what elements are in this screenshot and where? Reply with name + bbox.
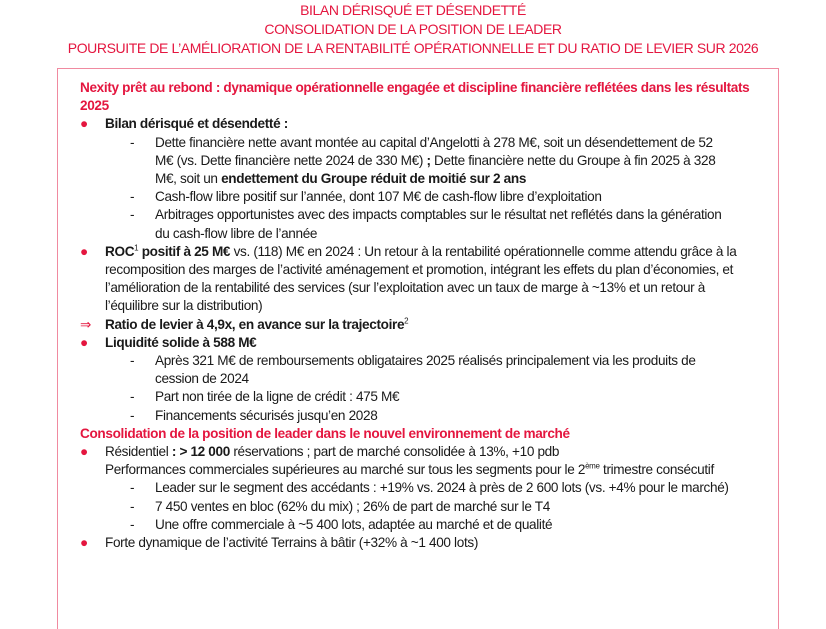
sub-item: - Dette financière nette avant montée au capital d’Angelotti à 278 M€, soit un désendettement de 52 M€ (vs. Dette financière nette 2024 de 330 M€) ; Dette financière nette du Groupe à fin 2025 à 328 M€, soit un endettement du Groupe réduit de moitié sur 2 ans [130,134,716,187]
sub-item: - Leader sur le segment des accédants : +19% vs. 2024 à près de 2 600 lots (vs. +4% pour le marché) [80,479,760,497]
sub-item: - Part non tirée de la ligne de crédit : 475 M€ [80,388,760,406]
sub-item: - Cash-flow libre positif sur l’année, dont 107 M€ de cash-flow libre d’exploitation [80,188,760,206]
dash-icon: - [130,189,135,205]
section-title-leader: Consolidation de la position de leader dans le nouvel environnement de marché [80,425,570,441]
bullet-icon: ● [80,535,88,551]
document-header [0,0,826,58]
sub-item: - Arbitrages opportunistes avec des impacts comptables sur le résultat net reflétés dans la génération du cash-flow libre de l’année [130,207,722,241]
sub-item: - 7 450 ventes en bloc (62% du mix) ; 26% de part de marché sur le T4 [80,498,760,516]
dash-icon: - [130,407,135,423]
list-item-levier: ⇒ Ratio de levier à 4,9x, en avance sur la trajectoire$^2$ [80,316,760,334]
list-item-bilan: ● Bilan dérisqué et désendetté : [80,115,760,133]
sub-item: - Après 321 M€ de remboursements obligataires 2025 réalisés principalement via les produits de cession de 2024 [130,353,696,387]
dash-icon: - [130,389,135,405]
bullet-icon: ● [80,243,88,259]
bullet-icon: ● [80,444,88,460]
list-item-roc: ● ROC$^1$ positif à 25 M€ vs. (118) M€ en 2024 : Un retour à la rentabilité opérationnelle comme attendu grâce à la recomposition des marges de l’activité aménagement et promotion, intégrant les effets du plan d’économies, et l’amélioration de la rentabilité des services (sur l’exploitation avec un taux de marge à ~13% et un retour à l’équilibre sur la distribution) [80,243,737,314]
header-line-1: BILAN DÉRISQUÉ ET DÉSENDETTÉ [300,2,526,18]
bullet-icon: ● [80,116,88,132]
arrow-right-icon: ⇒ [80,316,92,332]
section-title-rebond: Nexity prêt au rebond : dynamique opérationnelle engagée et discipline financière reflétées dans les résultats 2025 [80,80,750,114]
dash-icon: - [130,207,135,223]
sub-item: - Financements sécurisés jusqu’en 2028 [80,407,760,425]
dash-icon: - [130,498,135,514]
dash-icon: - [130,353,135,369]
sub-item: - Une offre commerciale à ~5 400 lots, adaptée au marché et de qualité [80,516,760,534]
header-line-2: CONSOLIDATION DE LA POSITION DE LEADER [264,21,562,37]
list-item-terrains: ● Forte dynamique de l’activité Terrains à bâtir (+32% à ~1 400 lots) [80,534,760,552]
header-line-3: POURSUITE DE L’AMÉLIORATION DE LA RENTABILITÉ OPÉRATIONNELLE ET DU RATIO DE LEVIER SUR 2026 [67,40,759,56]
dash-icon: - [130,134,135,150]
dash-icon: - [130,516,135,532]
highlights-box [57,68,779,629]
list-item-residentiel: ● Résidentiel : > 12 000 réservations ; part de marché consolidée à 13%, +10 pdb Performances commerciales supérieures au marché sur tous les segments pour le 2ème trimestre consécutif [80,444,714,478]
list-item-liquidite: ● Liquidité solide à 588 M€ [80,334,760,352]
bullet-icon: ● [80,334,88,350]
dash-icon: - [130,480,135,496]
